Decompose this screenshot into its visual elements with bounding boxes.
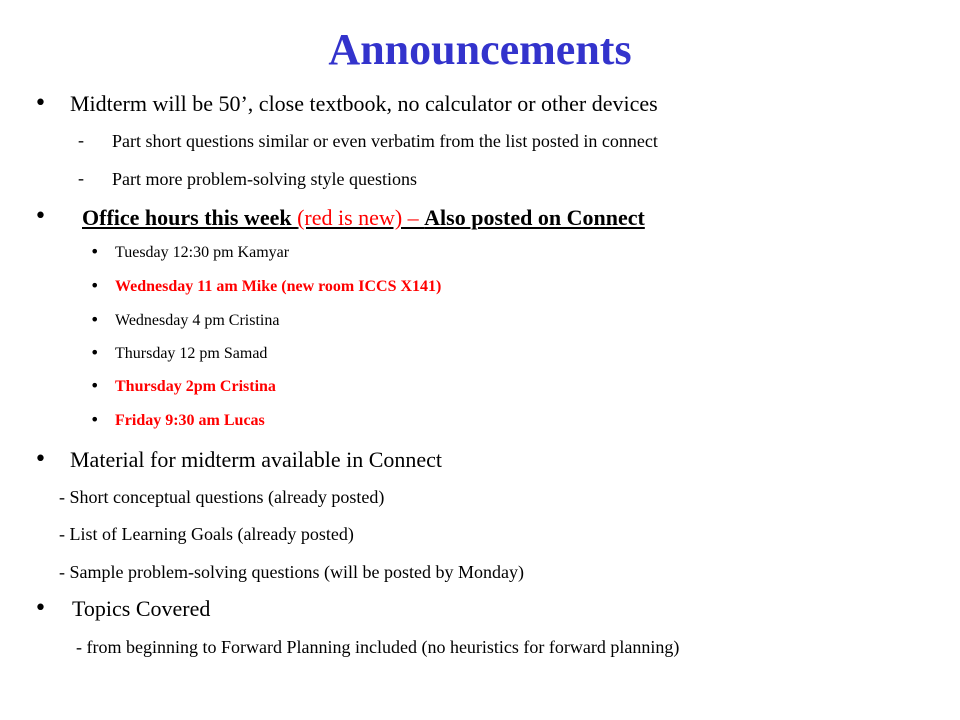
topics-heading: Topics Covered	[72, 596, 211, 621]
office-hours-entry-new: Wednesday 11 am Mike (new room ICCS X141)	[115, 278, 442, 295]
bullet-icon: •	[90, 310, 100, 329]
bullet-icon: •	[34, 91, 47, 116]
office-hours-entry: Thursday 12 pm Samad	[115, 345, 268, 362]
bullet-icon: •	[34, 596, 47, 621]
office-hours-heading	[82, 205, 645, 231]
midterm-heading: Midterm will be 50’, close textbook, no calculator or other devices	[70, 91, 658, 116]
office-hours-entry-new: Thursday 2pm Cristina	[115, 378, 276, 395]
bullet-icon: •	[34, 447, 47, 472]
dash-icon: -	[78, 130, 84, 150]
office-hours-heading-prefix: Office hours this week	[82, 205, 298, 230]
midterm-item: Part short questions similar or even verbatim from the list posted in connect	[112, 131, 658, 151]
material-item: - Sample problem-solving questions (will be posted by Monday)	[59, 562, 524, 582]
office-hours-entry: Wednesday 4 pm Cristina	[115, 312, 280, 329]
midterm-item: Part more problem-solving style questions	[112, 169, 417, 189]
bullet-icon: •	[90, 410, 100, 429]
bullet-icon: •	[90, 376, 100, 395]
dash-icon: -	[78, 168, 84, 188]
bullet-icon: •	[90, 242, 100, 261]
material-item: - List of Learning Goals (already posted)	[59, 524, 354, 544]
office-hours-heading-suffix: Also posted on Connect	[424, 205, 645, 230]
material-heading: Material for midterm available in Connect	[70, 447, 443, 472]
bullet-icon: •	[34, 204, 47, 229]
material-item: - Short conceptual questions (already posted)	[59, 487, 385, 507]
bullet-icon: •	[90, 343, 100, 362]
office-hours-entry: Tuesday 12:30 pm Kamyar	[115, 244, 290, 261]
topics-item: - from beginning to Forward Planning included (no heuristics for forward planning)	[76, 637, 680, 657]
slide-title: Announcements	[328, 25, 632, 74]
office-hours-heading-red: (red is new) –	[297, 205, 425, 230]
bullet-icon: •	[90, 276, 100, 295]
office-hours-entry-new: Friday 9:30 am Lucas	[115, 412, 265, 429]
